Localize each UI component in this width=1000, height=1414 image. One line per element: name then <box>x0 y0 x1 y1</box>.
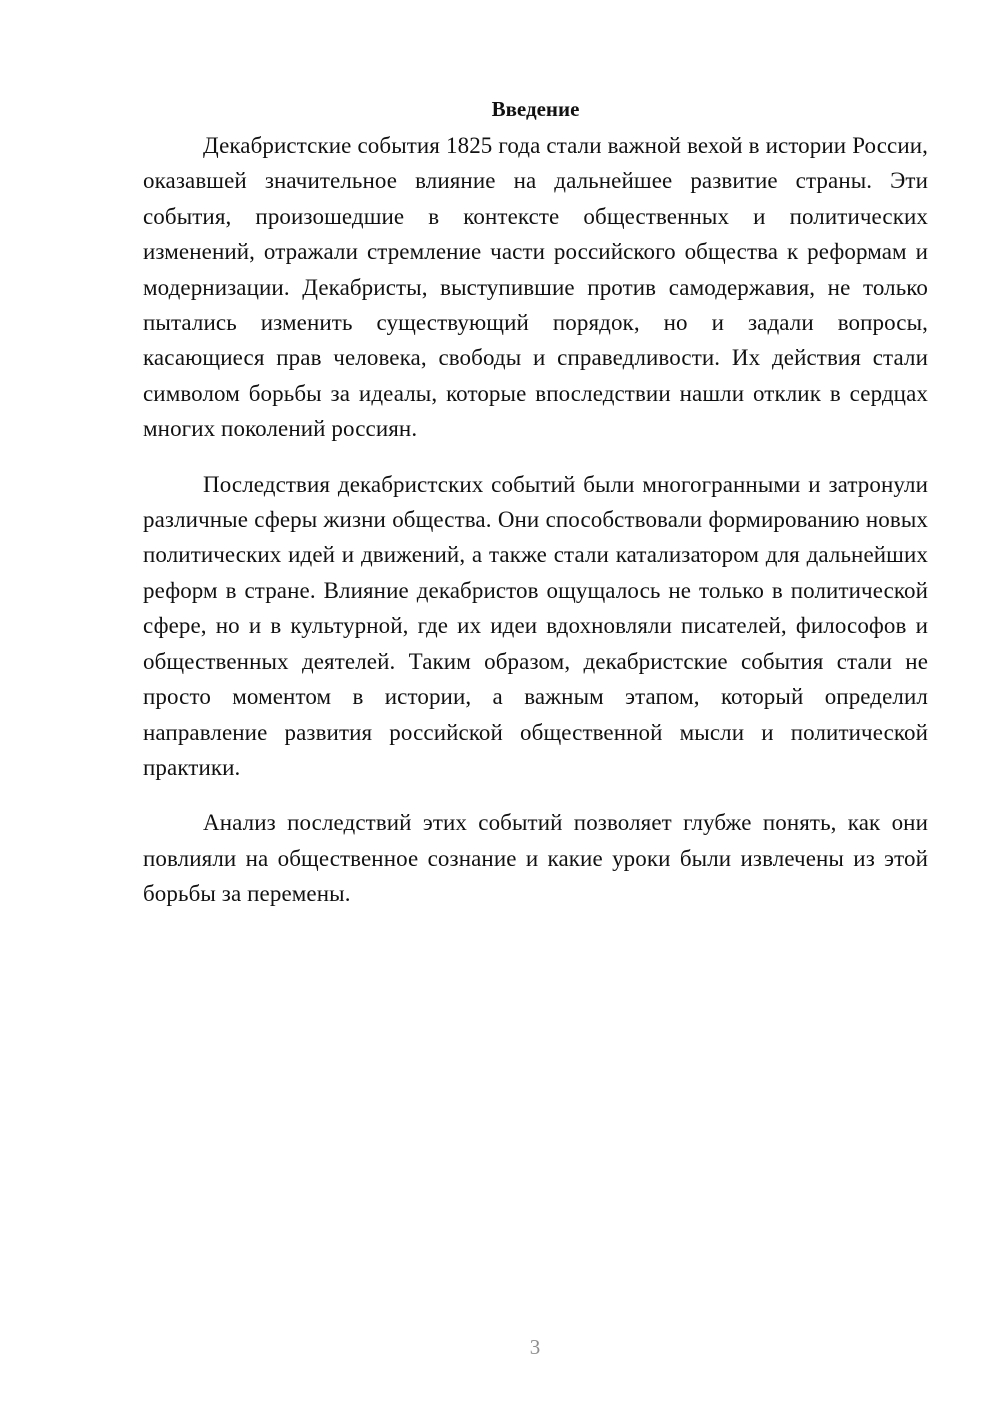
page-content <box>143 92 928 932</box>
paragraph-3: Анализ последствий этих событий позволяет глубже понять, как они повлияли на общественное сознание и какие уроки были извлечены из этой борьбы за перемены. <box>143 810 928 907</box>
section-title: Введение <box>491 97 580 121</box>
paragraph-2: Последствия декабристских событий были многогранными и затронули различные сферы жизни общества. Они способствовали формированию новых политических идей и движений, а также стали катализатором для дальнейших реформ в стране. Влияние декабристов ощущалось не только в политической сфере, но и в культурной, где их идеи вдохновляли писателей, философов и общественных деятелей. Таким образом, декабристские события стали не просто моментом в истории, а важным этапом, который определил направление развития российской общественной мысли и политической практики. <box>143 471 928 780</box>
page-number: 3 <box>529 1335 541 1359</box>
paragraph-1: Декабристские события 1825 года стали важной вехой в истории России, оказавшей значительное влияние на дальнейшее развитие страны. Эти события, произошедшие в контексте общественных и политических изменений, отражали стремление части российского общества к реформам и модернизации. Декабристы, выступившие против самодержавия, не только пытались изменить существующий порядок, но и задали вопросы, касающиеся прав человека, свободы и справедливости. Их действия стали символом борьбы за идеалы, которые впоследствии нашли отклик в сердцах многих поколений россиян. <box>143 133 928 442</box>
